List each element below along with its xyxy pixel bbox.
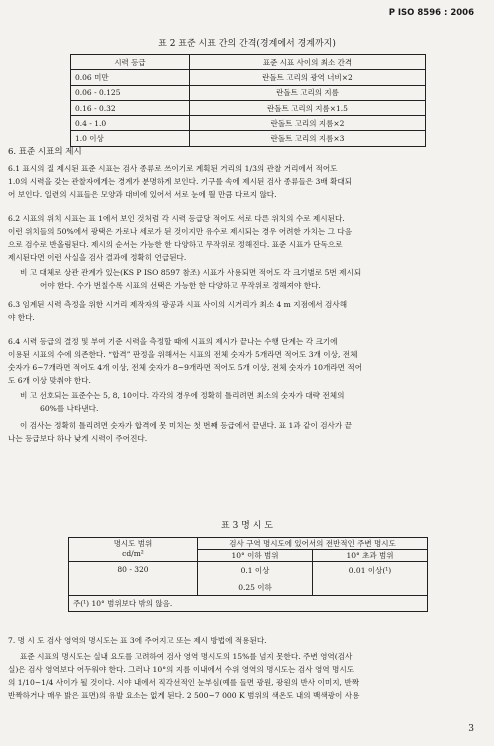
table-row: [71, 100, 426, 115]
paragraph-line: 6.4 시력 등급의 결정 및 부여 기준 시력을 측정할 때에 시표의 제시가 끝나는 수행 단계는 각 크기에: [8, 337, 338, 346]
table-row: [69, 562, 428, 596]
table2-head-grade: 시력 등급: [71, 55, 190, 70]
table3-beyond-value: 0.01 이상(¹): [312, 562, 427, 596]
table2: [70, 54, 426, 147]
table3-within-min: 0.1 이상: [240, 566, 270, 575]
note-line: 비 고 선호되는 표준수는 5, 8, 10이다. 각각의 경우에 정확히 틀리려면 최소의 숫자가 대략 전체의: [20, 391, 345, 400]
table-cell: 란돌트 고리의 지름×1.5: [190, 100, 426, 115]
table-cell: 0.4 - 1.0: [71, 116, 190, 131]
note-line: 60%를 나타낸다.: [40, 404, 99, 413]
paragraph-line: 숫자가 6~7개라면 적어도 4개 이상, 전체 숫자가 8~9개라면 적어도 5개 이상, 전체 숫자가 10개라면 적어: [8, 363, 363, 372]
paragraph-line: 이 검사는 정확히 틀리려면 숫자가 합격에 못 미치는 첫 번째 등급에서 끝낸다. 표 1과 같이 검사가 끝: [20, 421, 352, 430]
table-cell: 0.16 - 0.32: [71, 100, 190, 115]
table-row: [71, 116, 426, 131]
paragraph-line: 어 보인다. 일련의 시표들은 모양과 대비에 있어서 서로 눈에 띌 만큼 다르지 않다.: [8, 190, 277, 199]
paragraph-line: 제시된다면 이런 사실을 검사 결과에 정확히 언급된다.: [8, 253, 187, 262]
table2-header-row: [71, 55, 426, 70]
paragraph-line: 6.2 시표의 위치 시표는 표 1에서 보인 것처럼 각 시력 등급당 적어도 서로 다른 위치의 수로 제시된다.: [8, 214, 345, 223]
table3-range-unit: cd/m²: [122, 549, 144, 558]
table-row: [69, 596, 428, 612]
section7-heading-line: 7. 명 시 도 검사 영역의 명시도는 표 3에 주어지고 또는 제시 방법에 적용된다.: [8, 636, 267, 645]
table3-head-luminance: 검사 구역 명시도에 있어서의 전반적인 주변 명시도: [198, 538, 428, 550]
paragraph-line: 실)은 검사 영역보다 어두워야 한다. 그러나 10°의 지름 이내에서 수위 영역의 명시도는 검사 영역 명시도: [8, 665, 355, 674]
paragraph-line: 1.0의 시력을 갖는 관찰자에게는 경계가 분명하게 보인다. 기구를 속에 제시된 검사 종류들은 3배 확대되: [8, 177, 353, 186]
paragraph-line: 의 1/10~1/4 사이가 될 것이다. 시야 내에서 직각선적인 눈부심(예를 들면 광원, 광원의 반사 이미지, 반짝: [8, 678, 360, 687]
table3-caption: 표 3 명 시 도: [221, 521, 273, 531]
table3-within-max: 0.25 이하: [238, 583, 272, 592]
page-number: 3: [468, 724, 474, 734]
table3-subhead-within: 10° 이하 범위: [198, 550, 313, 562]
table-row: [69, 538, 428, 550]
paragraph-line: 으로 검수로 반올림된다. 제시의 순서는 가능한 한 다양하고 무작위로 정해진다. 표준 시표가 단독으로: [8, 240, 343, 249]
table3-range-label: 명시도 범위: [113, 539, 153, 548]
section6-title: 6. 표준 시표의 제시: [8, 147, 82, 157]
table-cell: 0.06 - 0.125: [71, 85, 190, 100]
paragraph-line: 6.1 표시의 질 제시된 표준 시표는 검사 종류로 쓰이기로 계획된 거리의 1/3의 관찰 거리에서 적어도: [8, 164, 338, 173]
table-row: [71, 131, 426, 146]
table-cell: 란돌트 고리의 광역 너비×2: [190, 70, 426, 85]
table-cell: 란돌트 고리의 지름: [190, 85, 426, 100]
paragraph-line: 야 한다.: [8, 313, 35, 322]
table-cell: 1.0 이상: [71, 131, 190, 146]
table3-subhead-beyond: 10° 초과 범위: [312, 550, 427, 562]
paragraph-line: 도 6개 이상 맞춰야 한다.: [8, 376, 91, 385]
table-cell: 0.06 미만: [71, 70, 190, 85]
paragraph-line: 이런 위치들의 50%에서 광택은 가로나 세로가 된 것이지만 유수로 제시되는 경우 어려한 가치는 그 다음: [8, 227, 353, 236]
table-row: [71, 85, 426, 100]
table3-head-range: [69, 538, 198, 562]
table3: [68, 537, 428, 612]
note-line: 비 고 대체로 상관 관계가 있는(KS P ISO 8597 참조) 시표가 사용되면 적어도 각 크기별로 5번 제시되: [20, 268, 362, 277]
paragraph-line: 반짝하거나 매우 밝은 표면)의 유발 요소는 없게 된다. 2 500~7 000 K 범위의 색온도 내의 백색광이 사용: [8, 691, 360, 700]
table-cell: 란돌트 고리의 지름×2: [190, 116, 426, 131]
paragraph-line: 이용된 시표의 수에 의존한다. “합격” 판정을 위해서는 시표의 전체 숫자가 5개라면 적어도 3개 이상, 전체: [8, 350, 358, 359]
paragraph-line: 6.3 임계된 시력 측정을 위한 시거리 제작자의 광공과 시표 사이의 시거리가 최소 4 m 지점에서 검사해: [8, 300, 348, 309]
table3-note: 주(¹) 10° 범위보다 밖의 않음.: [69, 596, 428, 612]
table-row: [71, 70, 426, 85]
table-cell: 란돌트 고리의 지름×3: [190, 131, 426, 146]
note-line: 어야 한다. 수가 번칠수록 시표의 선택은 가능한 한 다양하고 무작위로 정해져야 한다.: [40, 281, 321, 290]
table2-caption: 표 2 표준 시표 간의 간격(경계에서 경계까지): [158, 39, 336, 49]
table3-within-value: [198, 562, 313, 596]
paragraph-line: 표준 시표의 명시도는 실내 요도를 고려하여 검사 영역 명시도의 15%를 넘지 못한다. 주변 영역(검사: [20, 652, 353, 661]
table2-head-spacing: 표준 시표 사이의 최소 간격: [190, 55, 426, 70]
standard-number: P ISO 8596 : 2006: [388, 8, 474, 18]
table3-range-value: 80 - 320: [69, 562, 198, 596]
paragraph-line: 나는 등급보다 하나 낮게 시력이 주어진다.: [8, 434, 148, 443]
